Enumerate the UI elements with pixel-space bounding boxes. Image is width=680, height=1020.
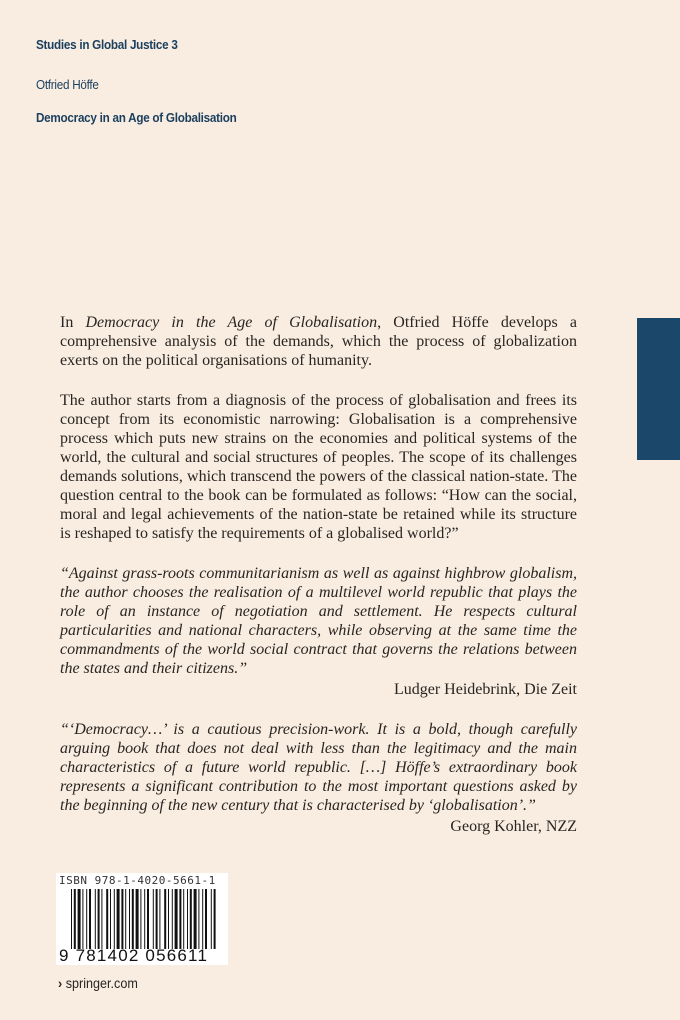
barcode-digits: 9 781402 056611 — [59, 946, 209, 965]
intro-paragraph: In Democracy in the Age of Globalisation, Otfried Höffe develops a comprehensive analysis of the demands, which the process of globalization exerts on the political organisations of humanity. — [60, 314, 578, 369]
series-title: Studies in Global Justice 3 — [36, 37, 178, 52]
chevron-right-icon: › — [58, 975, 63, 991]
book-title-italic: Democracy in the Age of Globalisation — [85, 314, 378, 331]
website-link[interactable]: › springer.com — [58, 975, 138, 991]
quote-source: Ludger Heidebrink, Die Zeit — [393, 681, 577, 698]
isbn-text: ISBN 978-1-4020-5661-1 — [59, 874, 216, 887]
quote-text: “Against grass-roots communitarianism as well as against highbrow globalism, the author chooses the realisation of a multilevel world republic that plays the role of an instance of negotiation and settlement. He respects cultural particularities and national characters, while observing at the same time the commandments of the world social contract that governs the relations between the states and their citizens.” — [60, 565, 577, 677]
description-paragraph: The author starts from a diagnosis of the process of globalisation and frees its concept from its economistic narrowing: Globalisation is a comprehensive process which puts new strains on the economies and political systems of the world, the cultural and social structures of peoples. The scope of its challenges demands solutions, which transcend the powers of the classical nation-state. The question central to the book can be formulated as follows: “How can the social, moral and legal achievements of the nation-state be retained while its structure is reshaped to satisfy the requirements of a globalised world?” — [60, 392, 577, 542]
review-quote-1 — [60, 564, 577, 699]
isbn-barcode — [56, 873, 228, 965]
barcode-bars — [71, 889, 219, 949]
blurb — [60, 313, 577, 836]
review-quote-2 — [60, 720, 577, 836]
quote-source: Georg Kohler, NZZ — [450, 818, 577, 835]
spine-color-tab — [637, 318, 680, 460]
author-name: Otfried Höffe — [36, 77, 99, 92]
book-title: Democracy in an Age of Globalisation — [36, 110, 237, 125]
quote-text: “‘Democracy…’ is a cautious precision-work. It is a bold, though carefully arguing book that does not deal with less than the legitimacy and the main characteristics of a future world republic. […] Höffe’s extraordinary book represents a significant contribution to the most important questions asked by the beginning of the new century that is characterised by ‘globalisation’.” — [60, 721, 577, 814]
